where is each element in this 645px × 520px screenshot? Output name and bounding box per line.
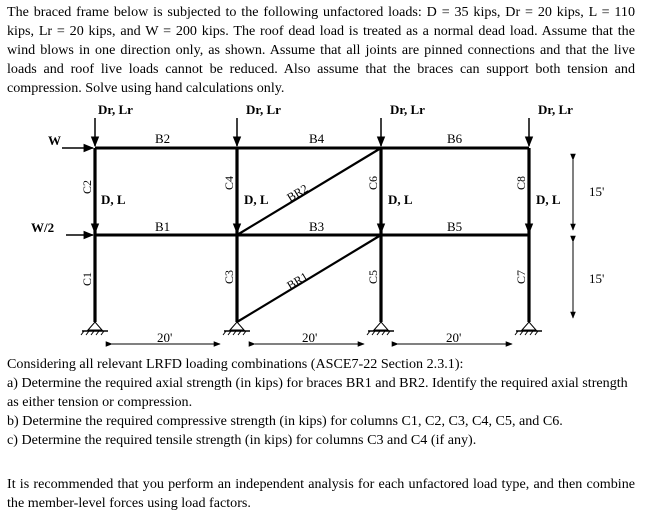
pin-support-3 <box>367 322 394 335</box>
beam-label-b4: B4 <box>309 131 325 146</box>
recommendation-note: It is recommended that you perform an independent analysis for each unfactored load type, and then combine the member-level forces using load factors. <box>7 476 635 511</box>
problem-intro: The braced frame below is subjected to the following unfactored loads: D = 35 kips, Dr = 20 kips, L = 110 kips, Lr = 20 kips, and W = 200 kips. The roof dead load is treated as a normal dead load. Assume that the wind blows in one direction only, as shown. Assume that all joints are pinned connections and that the live loads and roof live loads cannot be reduced. Also assume that the braces can support both tension and compression. Solve using hand calculations only. <box>7 4 635 96</box>
column-label-c7: C7 <box>514 269 528 284</box>
bay-width-label-1: 20' <box>157 330 173 345</box>
questions-section <box>7 355 635 450</box>
pin-support-1 <box>81 322 108 335</box>
question-a: a) Determine the required axial strength (in kips) for braces BR1 and BR2. Identify the required axial strength as either tension or compression. <box>7 375 628 410</box>
column-label-c1: C1 <box>80 271 94 286</box>
bay-width-label-2: 20' <box>302 330 318 345</box>
beam-label-b1: B1 <box>155 219 171 234</box>
bay-width-label-3: 20' <box>446 330 462 345</box>
pin-support-2 <box>223 322 250 335</box>
question-c: c) Determine the required tensile strength (in kips) for columns C3 and C4 (if any). <box>7 432 477 448</box>
brace-br1-line <box>237 235 381 322</box>
floor-load-label-1: D, L <box>101 192 126 207</box>
beam-label-b2: B2 <box>155 131 171 146</box>
wind-roof-label: W <box>48 133 61 148</box>
column-label-c8: C8 <box>514 175 528 190</box>
column-label-c6: C6 <box>366 175 380 190</box>
column-label-c5: C5 <box>366 269 380 284</box>
column-label-c2: C2 <box>80 179 94 194</box>
roof-load-label-2: Dr, Lr <box>246 102 281 117</box>
beam-label-b3: B3 <box>309 219 325 234</box>
question-b: b) Determine the required compressive strength (in kips) for columns C1, C2, C3, C4, C5, and C6. <box>7 413 563 429</box>
roof-load-label-4: Dr, Lr <box>538 102 573 117</box>
beam-label-b5: B5 <box>447 219 463 234</box>
story-height-label-2: 15' <box>589 271 605 286</box>
wind-floor-label: W/2 <box>31 220 55 235</box>
roof-load-label-3: Dr, Lr <box>390 102 425 117</box>
brace-label-br1: BR1 <box>284 269 311 293</box>
beam-label-b6: B6 <box>447 131 463 146</box>
column-label-c4: C4 <box>222 175 236 190</box>
pin-support-4 <box>515 322 542 335</box>
question-intro: Considering all relevant LRFD loading combinations (ASCE7-22 Section 2.3.1): <box>7 356 464 372</box>
roof-load-label-1: Dr, Lr <box>98 102 133 117</box>
brace-label-br2: BR2 <box>284 181 311 205</box>
story-height-label-1: 15' <box>589 184 605 199</box>
floor-load-label-3: D, L <box>388 192 413 207</box>
floor-load-label-4: D, L <box>536 192 561 207</box>
column-label-c3: C3 <box>222 269 236 284</box>
floor-load-label-2: D, L <box>244 192 269 207</box>
